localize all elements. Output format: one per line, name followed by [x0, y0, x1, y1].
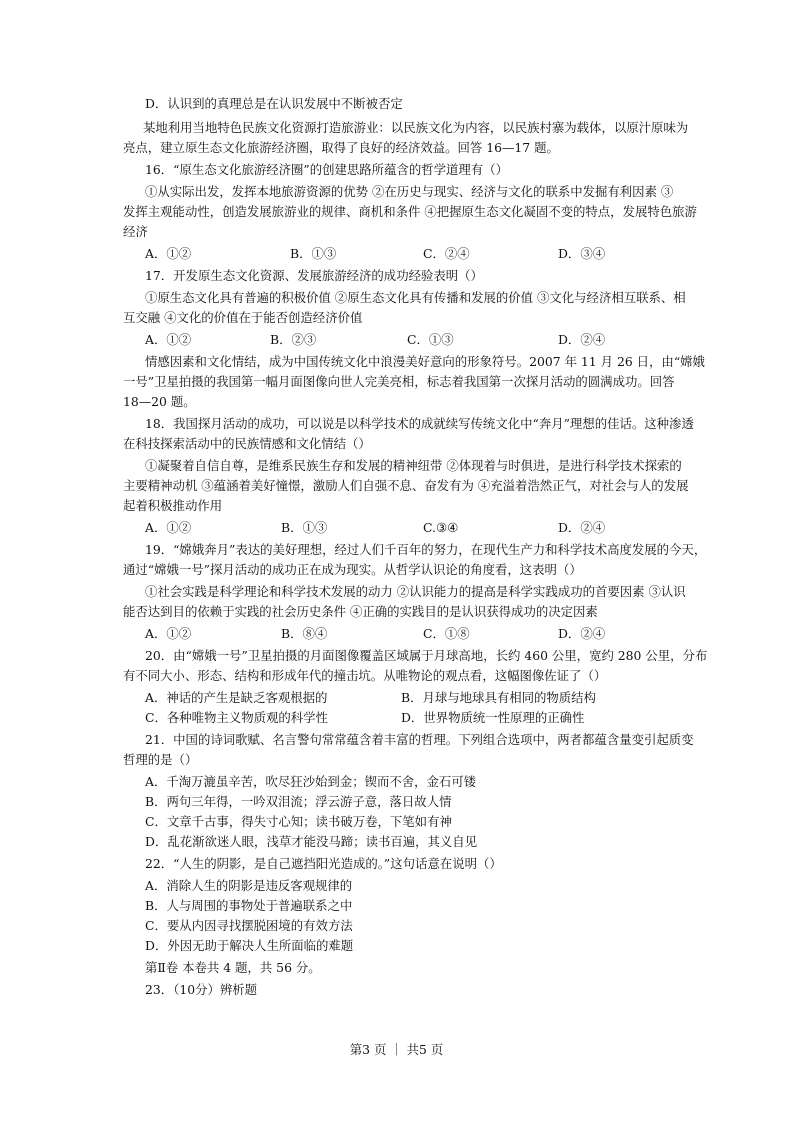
passage-intro-18-20: 情感因素和文化情结，成为中国传统文化中浪漫美好意向的形象符号。2007 年 11 月 26 日，由“嫦娥 [145, 354, 705, 369]
question-16-statements: ①从实际出发，发挥本地旅游资源的优势 ②在历史与现实、经济与文化的联系中发掘有利因素 ③ [145, 184, 674, 199]
question-18: 18．我国探月活动的成功，可以说是以科学技术的成就续写传统文化中“奔月”理想的佳话。这种渗透 [145, 416, 694, 431]
option-c: C.③④ [423, 520, 459, 535]
question-21-option-c: C．文章千古事，得失寸心知；读书破万卷，下笔如有神 [145, 814, 452, 829]
option-a: A．①② [145, 332, 192, 347]
option-d: D．②④ [558, 626, 606, 641]
passage-intro-18-20-cont: 一号”卫星拍摄的我国第一幅月面图像向世人完美亮相，标志着我国第一次探月活动的圆满成功。回答 [123, 374, 675, 389]
question-18-statements-cont: 主要精神动机 ③蕴涵着美好憧憬，激励人们自强不息、奋发有为 ④充溢着浩然正气，对社会与人的发展 [123, 478, 689, 493]
option-d: D．③④ [558, 246, 606, 261]
question-20-options-row2 [145, 710, 665, 726]
section-2-heading: 第Ⅱ卷 本卷共 4 题，共 56 分。 [145, 960, 321, 975]
option-c: C．①③ [407, 332, 454, 347]
option-b: B．②③ [270, 332, 317, 347]
question-18-statements-cont2: 起着积极推动作用 [123, 498, 223, 513]
question-19-statements: ①社会实践是科学理论和科学技术发展的动力 ②认识能力的提高是科学实践成功的首要因素 ③认识 [145, 584, 686, 599]
question-17: 17．开发原生态文化资源、发展旅游经济的成功经验表明（） [145, 268, 483, 283]
question-19-cont: 通过“嫦娥一号”探月活动的成功正在成为现实。从哲学认识论的角度看，这表明（） [123, 562, 582, 577]
question-17-statements-cont: 互交融 ④文化的价值在于能否创造经济价值 [123, 310, 363, 325]
question-19-options [145, 626, 665, 642]
option-c: C．各种唯物主义物质观的科学性 [145, 710, 328, 725]
option-a: A．①② [145, 626, 192, 641]
question-20-cont: 有不同大小、形态、结构和形成年代的撞击坑。从唯物论的观点看，这幅图像佐证了（） [123, 668, 607, 683]
question-18-options [145, 520, 665, 536]
question-21-option-d: D．乱花渐欲迷人眼，浅草才能没马蹄；读书百遍，其义自见 [145, 834, 478, 849]
question-22-option-c: C．要从内因寻找摆脱困境的有效方法 [145, 918, 353, 933]
question-20: 20．由“嫦娥一号”卫星拍摄的月面图像覆盖区域属于月球高地，长约 460 公里，宽约 280 公里，分布 [145, 648, 708, 663]
option-b: B．①③ [281, 520, 328, 535]
question-17-options [145, 332, 665, 348]
question-22-option-d: D．外因无助于解决人生所面临的难题 [145, 938, 354, 953]
question-21-option-b: B．两句三年得，一吟双泪流；浮云游子意，落日故人情 [145, 794, 452, 809]
question-21-option-a: A．千淘万漉虽辛苦，吹尽狂沙始到金；锲而不舍，金石可镂 [145, 774, 477, 789]
passage-intro-18-20-cont2: 18—20 题。 [123, 394, 196, 409]
question-16: 16．“原生态文化旅游经济圈”的创建思路所蕴含的哲学道理有（） [145, 162, 508, 177]
q15-option-d: D．认识到的真理总是在认识发展中不断被否定 [145, 96, 403, 111]
question-21-cont: 哲理的是（） [123, 752, 198, 767]
question-20-options-row1 [145, 690, 665, 706]
question-16-statements-cont2: 经济 [123, 224, 148, 239]
question-22-option-b: B．人与周围的事物处于普遍联系之中 [145, 898, 353, 913]
option-b: B．①③ [290, 246, 337, 261]
option-b: B．月球与地球具有相同的物质结构 [401, 690, 596, 705]
question-22-option-a: A．消除人生的阴影是违反客观规律的 [145, 878, 353, 893]
option-a: A．①② [145, 246, 192, 261]
question-18-cont: 在科技探索活动中的民族情感和文化情结（） [123, 436, 371, 451]
question-16-options [145, 246, 665, 262]
question-19-statements-cont: 能否达到目的依赖于实践的社会历史条件 ④正确的实践目的是认识获得成功的决定因素 [123, 604, 598, 619]
question-21: 21．中国的诗词歌赋、名言警句常常蕴含着丰富的哲理。下列组合选项中，两者都蕴含量变引起质变 [145, 732, 694, 747]
option-d: D．②④ [558, 520, 606, 535]
passage-intro-16-17: 某地利用当地特色民族文化资源打造旅游业：以民族文化为内容，以民族村寨为载体，以原汁原味为 [143, 120, 689, 135]
option-d: D．世界物质统一性原理的正确性 [401, 710, 585, 725]
option-a: A．①② [145, 520, 192, 535]
question-18-statements: ①凝聚着自信自尊，是维系民族生存和发展的精神纽带 ②体现着与时俱进，是进行科学技术探索的 [145, 458, 682, 473]
question-22: 22．“人生的阴影，是自己遮挡阳光造成的。”这句话意在说明（） [145, 856, 502, 871]
question-17-statements: ①原生态文化具有普遍的积极价值 ②原生态文化具有传播和发展的价值 ③文化与经济相互联系、相 [145, 290, 686, 305]
question-23: 23．（10分）辨析题 [145, 982, 258, 997]
page-footer: 第3 页 ｜ 共5 页 [349, 1042, 444, 1057]
option-a: A．神话的产生是缺乏客观根据的 [145, 690, 328, 705]
question-19: 19．“嫦娥奔月”表达的美好理想，经过人们千百年的努力，在现代生产力和科学技术高度发展的今天， [145, 542, 707, 557]
option-d: D．②④ [558, 332, 606, 347]
question-16-statements-cont: 发挥主观能动性，创造发展旅游业的规律、商机和条件 ④把握原生态文化凝固不变的特点，发展特色旅游 [123, 204, 697, 219]
passage-intro-16-17-cont: 亮点，建立原生态文化旅游经济圈，取得了良好的经济效益。回答 16—17 题。 [123, 140, 559, 155]
option-b: B．⑧④ [281, 626, 328, 641]
option-c: C．①⑧ [423, 626, 470, 641]
option-c: C．②④ [423, 246, 470, 261]
